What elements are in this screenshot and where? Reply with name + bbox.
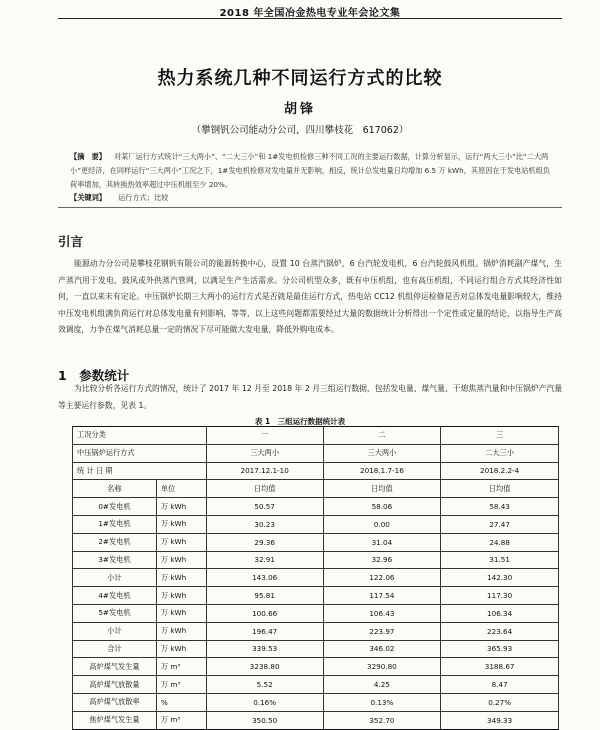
intro-paragraph: 能源动力分公司是攀枝花钢钒有限公司的能源转换中心，设置 10 台蒸汽锅炉，6 台汽轮发电机，6 台汽轮鼓风机组。锅炉消耗副产煤气，生产蒸汽用于发电、鼓风或外供蒸汽管网，以满足生产生活需求。分公司机型众多，既有中压机组，也有高压机组，不同运行组合方式其经济性如何，一直以来未有定论。中压锅炉长期三大两小的运行方式是否就是最佳运行方式，热电站 CC12 机组停运检修是否对总体发电量影响较大，维持中压发电机组满负荷运行对总体发电量有何影响，等等，以上这些问题都需要经过大量的数据统计分析得出一个定性或定量的结论，以指导生产高效调度，力争在煤气消耗总量一定的情况下尽可能做大发电量，降低外购电成本。 — [58, 259, 562, 334]
table-row-label: 4#发电机 — [73, 587, 157, 605]
table-row — [73, 658, 559, 676]
paper-title: 热力系统几种不同运行方式的比较 — [157, 68, 443, 89]
table-row-label: 焦炉煤气发生量 — [73, 711, 157, 729]
table-cell: 3188.67 — [441, 658, 559, 676]
table-cell: 223.97 — [323, 622, 441, 640]
keywords-rule — [58, 207, 562, 208]
table-cell: 106.34 — [441, 604, 559, 622]
table-cell: 0.00 — [323, 515, 441, 533]
table-cell: 352.70 — [323, 711, 441, 729]
table-cell: 三 — [441, 427, 559, 445]
table-row — [73, 480, 559, 498]
table-cell: 24.88 — [441, 533, 559, 551]
keywords-label: 【关键词】 — [70, 193, 106, 202]
table-cell: 32.91 — [206, 551, 323, 569]
table-cell: 2018.2.2-4 — [441, 462, 559, 480]
table-cell: 339.53 — [206, 640, 323, 658]
table-cell: 8.47 — [441, 676, 559, 694]
abstract-text: 对某厂运行方式统计“三大两小”、“二大三小”和 1#发电机检修三种不同工况的主要运行数据，计算分析显示，运行“两大三小”比“二大两小”更经济，在同样运行“三大两小”工况之下，1#发电机检修对发电量并无影响，相反，统计总发电量日均增加 6.5 万 kWh，其原因在于发电站机组负荷率增加，其转换热效率超过中压机组至少 20%。 — [70, 152, 550, 189]
table-cell: 95.81 — [206, 587, 323, 605]
table-cell: 三大两小 — [323, 444, 441, 462]
table-cell: 0.16% — [206, 693, 323, 711]
table-row-label: 高炉煤气放散量 — [73, 676, 157, 694]
table-row — [73, 551, 559, 569]
table-row-label: 小计 — [73, 569, 157, 587]
table-cell: 0.27% — [441, 693, 559, 711]
table-cell: 一 — [206, 427, 323, 445]
table-cell: 58.43 — [441, 498, 559, 516]
table-cell: 346.02 — [323, 640, 441, 658]
table-row-unit: 万 kWh — [156, 604, 206, 622]
table-row-label: 3#发电机 — [73, 551, 157, 569]
table-row — [73, 604, 559, 622]
table-row-unit: 万 kWh — [156, 498, 206, 516]
abstract — [70, 150, 552, 192]
author-affiliation: （攀钢钒公司能动分公司，四川攀枝花 617062） — [191, 125, 409, 136]
table-row-label: 统 计 日 期 — [73, 462, 207, 480]
table-cell: 3290.80 — [323, 658, 441, 676]
table-cell: 350.50 — [206, 711, 323, 729]
table-cell: 31.04 — [323, 533, 441, 551]
table-row-unit: 万 kWh — [156, 533, 206, 551]
table-cell: 117.30 — [441, 587, 559, 605]
table-row — [73, 498, 559, 516]
table-row — [73, 444, 559, 462]
keywords-text: 运行方式；比较 — [117, 193, 169, 202]
table-row — [73, 587, 559, 605]
table-cell: 二大三小 — [441, 444, 559, 462]
table-cell: 日均值 — [323, 480, 441, 498]
table-row — [73, 569, 559, 587]
table-row — [73, 676, 559, 694]
table-cell: 二 — [323, 427, 441, 445]
table-row-unit: % — [156, 693, 206, 711]
table-cell: 5.52 — [206, 676, 323, 694]
table-row-unit: 万 kWh — [156, 569, 206, 587]
table-cell: 日均值 — [441, 480, 559, 498]
table-row-label: 高炉煤气发生量 — [73, 658, 157, 676]
table-cell: 27.47 — [441, 515, 559, 533]
table-cell: 0.13% — [323, 693, 441, 711]
table-cell: 196.47 — [206, 622, 323, 640]
table-cell: 2017.12.1-10 — [206, 462, 323, 480]
keywords — [70, 193, 552, 203]
table-row-label: 小计 — [73, 622, 157, 640]
table-row — [73, 622, 559, 640]
table-cell: 32.96 — [323, 551, 441, 569]
table-cell: 三大两小 — [206, 444, 323, 462]
table-row-label: 中压锅炉运行方式 — [73, 444, 207, 462]
table-cell: 365.93 — [441, 640, 559, 658]
table-cell: 29.36 — [206, 533, 323, 551]
author-name: 胡锋 — [283, 102, 316, 117]
table-cell: 31.51 — [441, 551, 559, 569]
table-cell: 4.25 — [323, 676, 441, 694]
table-cell: 100.66 — [206, 604, 323, 622]
abstract-label: 【摘 要】 — [70, 152, 106, 161]
section-heading-parameters: 1 参数统计 — [58, 368, 130, 383]
table-cell: 143.06 — [206, 569, 323, 587]
table-row-unit: 万 kWh — [156, 622, 206, 640]
table-row-unit: 万 kWh — [156, 515, 206, 533]
table-row-label: 0#发电机 — [73, 498, 157, 516]
table-cell: 日均值 — [206, 480, 323, 498]
table-row — [73, 693, 559, 711]
table-row — [73, 711, 559, 729]
table-row-unit: 万 kWh — [156, 587, 206, 605]
table-cell: 2018.1.7-16 — [323, 462, 441, 480]
header-rule — [58, 18, 562, 19]
table-row-label: 1#发电机 — [73, 515, 157, 533]
table-row-unit: 万 m³ — [156, 711, 206, 729]
table-cell: 50.57 — [206, 498, 323, 516]
table-row-unit: 单位 — [156, 480, 206, 498]
table-cell: 106.43 — [323, 604, 441, 622]
data-table — [72, 426, 559, 730]
table-cell: 122.06 — [323, 569, 441, 587]
running-header: 2018 年全国冶金热电专业年会论文集 — [219, 8, 401, 19]
table-cell: 349.33 — [441, 711, 559, 729]
table-row-label: 高炉煤气放散率 — [73, 693, 157, 711]
table-row — [73, 533, 559, 551]
table-cell: 3238.80 — [206, 658, 323, 676]
table-cell: 117.54 — [323, 587, 441, 605]
table-row-label: 合计 — [73, 640, 157, 658]
section1-paragraph: 为比较分析各运行方式的情况，统计了 2017 年 12 月至 2018 年 2 月三组运行数据，包括发电量、煤气量、干熄焦蒸汽量和中压锅炉产汽量等主要运行参数，见表 1。 — [58, 384, 562, 410]
table-row-label: 工况分类 — [73, 427, 207, 445]
table-row-label: 名称 — [73, 480, 157, 498]
table-row-unit: 万 m³ — [156, 676, 206, 694]
table-row — [73, 462, 559, 480]
table-caption: 表 1 三组运行数据统计表 — [254, 417, 346, 426]
section-heading-intro: 引言 — [58, 234, 84, 249]
table-cell: 223.64 — [441, 622, 559, 640]
table-cell: 142.30 — [441, 569, 559, 587]
table-row-unit: 万 m³ — [156, 658, 206, 676]
table-row-label: 5#发电机 — [73, 604, 157, 622]
table-row — [73, 640, 559, 658]
table-cell: 58.06 — [323, 498, 441, 516]
table-row-unit: 万 kWh — [156, 640, 206, 658]
table-cell: 30.23 — [206, 515, 323, 533]
table-row-label: 2#发电机 — [73, 533, 157, 551]
table-row-unit: 万 kWh — [156, 551, 206, 569]
table-row — [73, 515, 559, 533]
table-row — [73, 427, 559, 445]
